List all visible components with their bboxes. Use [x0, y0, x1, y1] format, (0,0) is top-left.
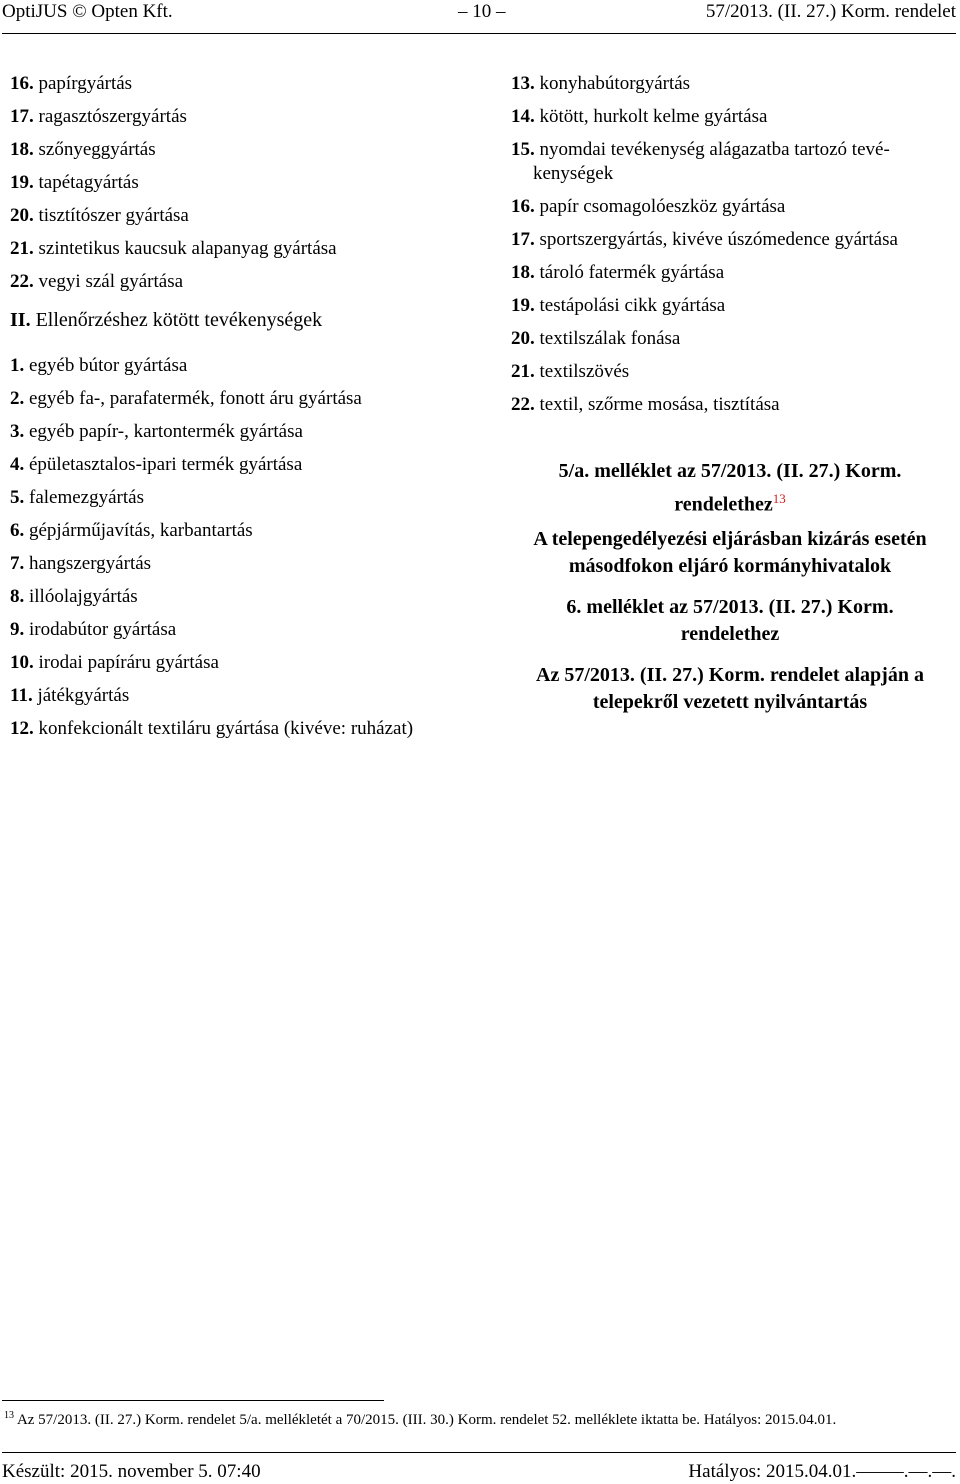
right-column — [511, 72, 956, 426]
created-date: Készült: 2015. november 5. 07:40 — [2, 1461, 261, 1482]
list-item: 15. nyomdai tevékenység alágazatba tartozó tevé- kenységek — [511, 139, 890, 184]
list-item: 10. irodai papíráru gyártása — [10, 652, 219, 673]
effective-date: Hatályos: 2015.04.01.–––––.––.––. — [688, 1461, 956, 1482]
footnote — [4, 1406, 956, 1430]
left-column — [10, 72, 470, 750]
list-item: 16. papír csomagolóeszköz gyártása — [511, 196, 786, 217]
footnote-divider — [2, 1400, 384, 1401]
list-item: 19. testápolási cikk gyártása — [511, 295, 726, 316]
list-item: 16. papírgyártás — [10, 73, 133, 94]
list-item: 18. szőnyeggyártás — [10, 139, 156, 160]
annex-6-heading: 6. melléklet az 57/2013. (II. 27.) Korm. rendelethez — [566, 596, 894, 645]
list-item: 9. irodabútor gyártása — [10, 619, 177, 640]
publisher-label: OptiJUS © Opten Kft. — [2, 1, 173, 22]
list-item: 6. gépjárműjavítás, karbantartás — [10, 520, 253, 541]
section-title: Ellenőrzéshez kötött tevékenységek — [35, 309, 323, 331]
page-number: – 10 – — [458, 1, 506, 22]
section-number: II. — [10, 309, 31, 331]
list-item: 3. egyéb papír-, kartontermék gyártása — [10, 421, 303, 442]
list-item: 14. kötött, hurkolt kelme gyártása — [511, 106, 768, 127]
list-item: 1. egyéb bútor gyártása — [10, 355, 188, 376]
list-item: 11. játékgyártás — [10, 685, 130, 706]
list-item: 22. textil, szőrme mosása, tisztítása — [511, 394, 780, 415]
list-item: 4. épületasztalos-ipari termék gyártása — [10, 454, 303, 475]
section-heading — [10, 303, 470, 350]
list-item: 20. tisztítószer gyártása — [10, 205, 189, 226]
annex-6-title: Az 57/2013. (II. 27.) Korm. rendelet alapján a telepekről vezetett nyilvántartás — [536, 664, 924, 713]
footnote-text: Az 57/2013. (II. 27.) Korm. rendelet 5/a. mellékletét a 70/2015. (III. 30.) Korm. rendelet 52. melléklete iktatta be. Hatályos: 2015.04.01. — [16, 1412, 837, 1428]
annex-5a-heading: 5/a. melléklet az 57/2013. (II. 27.) Korm. rendelethez$^{13}$ — [558, 460, 902, 516]
list-item: 7. hangszergyártás — [10, 553, 152, 574]
list-item: 5. falemezgyártás — [10, 487, 144, 508]
list-item: 17. sportszergyártás, kivéve úszómedence gyártása — [511, 229, 898, 250]
page-header — [2, 0, 956, 24]
list-item: 21. textilszövés — [511, 361, 630, 382]
document-title: 57/2013. (II. 27.) Korm. rendelet — [705, 1, 956, 22]
list-item: 13. konyhabútorgyártás — [511, 73, 691, 94]
list-item: 17. ragasztószergyártás — [10, 106, 187, 127]
list-item: 18. tároló fatermék gyártása — [511, 262, 725, 283]
list-item: 2. egyéb fa-, parafatermék, fonott áru gyártása — [10, 388, 362, 409]
footnote-number: 13 — [4, 1410, 14, 1421]
annex-5a-heading-line2: rendelethez — [674, 493, 773, 516]
footnote-reference[interactable]: 13 — [772, 491, 786, 506]
footer-divider — [2, 1452, 956, 1453]
list-item: 12. konfekcionált textiláru gyártása (kivéve: ruházat) — [10, 718, 414, 739]
list-item: 20. textilszálak fonása — [511, 328, 681, 349]
annex-5a-title: A telepengedélyezési eljárásban kizárás esetén másodfokon eljáró kormányhivatalok — [533, 528, 927, 577]
list-item: 21. szintetikus kaucsuk alapanyag gyártása — [10, 238, 337, 259]
list-item: 8. illóolajgyártás — [10, 586, 138, 607]
list-item: 19. tapétagyártás — [10, 172, 139, 193]
header-divider — [2, 33, 956, 34]
list-item: 22. vegyi szál gyártása — [10, 271, 184, 292]
